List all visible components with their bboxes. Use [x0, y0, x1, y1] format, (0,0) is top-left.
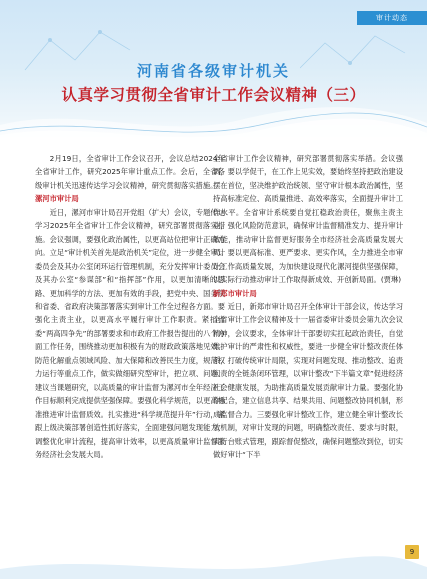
xinzheng-paragraph: 近日，新郑市审计局召开全体审计干部会议，传达学习全省审计工作会议精神及十一届省委审计委员会第九次会议精神，会议要求，全体审计干部要切实扛起政治责任，自觉维护审计的严肃性和权威性，要进一步健全审计整改责任体系，打破传统审计局限，实现对问题发现、推动整改、追责问责的全链条闭环管理，以审计整改“下半篇文章”促进经济社会健康发展，为助推高质量发展贡献审计力量。要强化协作配合，建立信息共享、结果共用、问题整改协同机制，形成监督合力。三要强化审计整改工作，建立健全审计整改长效机制，对审计发现的问题，明确整改责任、要求与时限，实行台账式管理，跟踪督促整改，确保问题整改到位，切实做好审计“下半: [213, 301, 403, 459]
article-kicker: 河南省各级审计机关: [136, 62, 290, 80]
section-heading-luohe: 漯河市审计局: [35, 194, 79, 204]
luohe-paragraph: 近日，漯河市审计局召开党组（扩大）会议，专题传达学习2025年全省审计工作会议精神，研究部署贯彻落实措施。会议强调，要强化政治属性，以更高站位把审计正确方向。立足“审计机关首先是政治机关”定位，进一步健全审计委员会及其办公室闭环运行管理机制，充分发挥审计委员会及其办公室“参谋部”和“指挥部”作用，以更加清晰的思路、更加科学的方法、更加有效的手段，把党中央、国务院和省委、省政府决策部署落实到审计工作全过程各方面。要强化主责主业，以更高水平履行审计工作职责。紧扣省委“两高四争先”的部署要求和市政府工作报告提出的八个方面工作任务，围绕推动更加积极有为的财政政策落地见效、防范化解重点领域风险、加大保障和改善民生力度，规范权力运行等重点工作，做实做细研究型审计，把立项、问题、建议当课题研究，以高质量的审计监督为漯河市全年经济工作目标顺利完成提供坚强保障。要强化科学规范，以更高标准推进审计监督质效。扎实推进“科学规范提升年”行动，紧跟上级决策部署创造性抓好落实，全面建强问题发现能力，调整优化审计流程，提高审计效率，以更高质量审计监督服务经济社会发展大局。: [35, 207, 225, 459]
right-column: [213, 152, 403, 461]
page-number: 9: [405, 545, 419, 559]
intro-paragraph: 2月19日，全省审计工作会议召开，会议总结2024年全省审计工作，研究2025年审计重点工作。会后，全省各级审计机关迅速传达学习会议精神，研究贯彻落实措施。: [35, 154, 225, 190]
continued-paragraph: 全省审计工作会议精神，研究部署贯彻落实举措。会议强调，要以学促干，在工作上见实效，要始终坚持把政治建设摆在首位，坚决维护政治统领、坚守审计根本政治属性，坚持高标准定位、高质量推进、高效率落实，全面提升审计工作水平。全省审计系统要自觉扛稳政治责任，聚焦主责主业，强化风险防范意识，确保审计监督精准发力、提升审计效能，推动审计监督更好服务全市经济社会高质量发展大局。要以更高标准、更严要求、更实作风，全力推进全市审计工作高质量发展，为加快建设现代化漯河提供坚强保障，以实际行动推动审计工作取得新成效、开创新局面。(贾琳): [213, 154, 403, 285]
article-title: 认真学习贯彻全省审计工作会议精神（三）: [61, 86, 366, 104]
section-heading-xinzheng: 新郑市审计局: [213, 288, 257, 298]
section-tag: 审计动态: [357, 11, 427, 25]
left-column: [35, 152, 225, 461]
footer-wave-decoration: [0, 539, 427, 579]
